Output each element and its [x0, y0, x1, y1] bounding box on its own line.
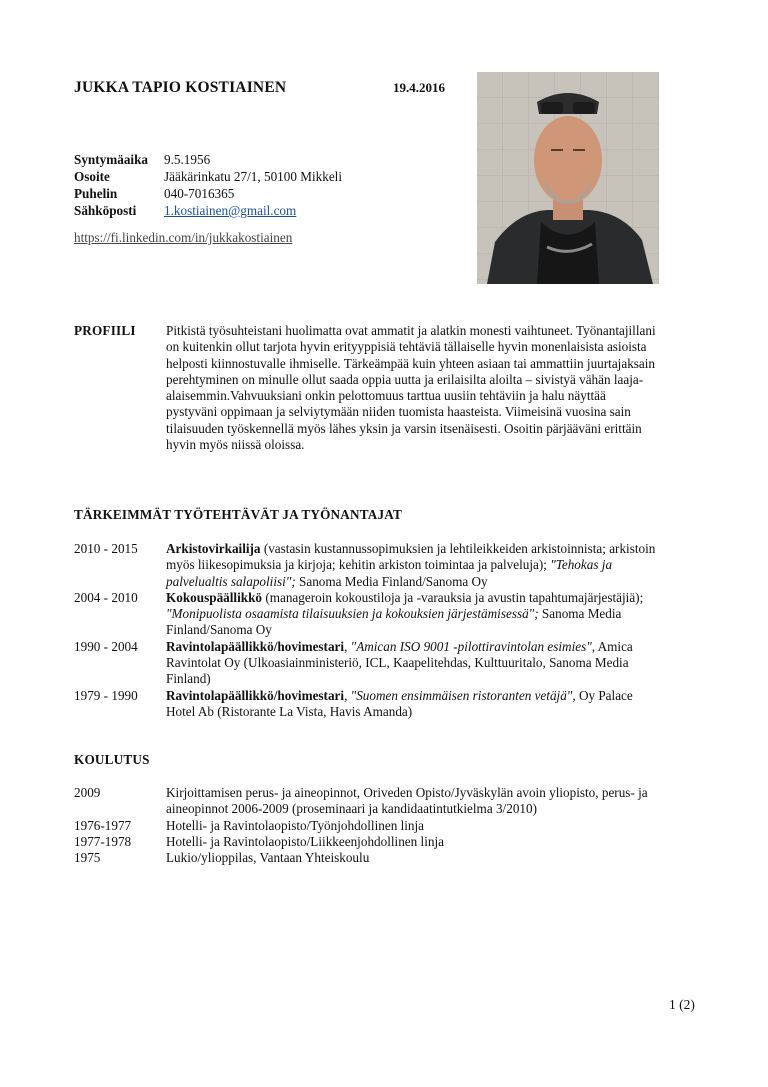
- address-row: [74, 168, 342, 185]
- work-text: [166, 639, 664, 688]
- work-list: [74, 541, 664, 720]
- phone-label: Puhelin: [74, 186, 118, 201]
- work-quote: "Amican ISO 9001 -pilottiravintolan esimies",: [347, 638, 596, 654]
- work-years: 1979 - 1990: [74, 687, 138, 703]
- education-text: Lukio/ylioppilas, Vantaan Yhteiskoulu: [166, 850, 370, 866]
- work-years: 2010 - 2015: [74, 541, 138, 556]
- work-quote: "Suomen ensimmäisen ristoranten vetäjä",: [347, 687, 576, 703]
- address-label: Osoite: [74, 169, 110, 184]
- education-item: [74, 834, 664, 850]
- education-item: [74, 850, 664, 866]
- address-value: Jääkärinkatu 27/1, 50100 Mikkeli: [164, 169, 342, 184]
- page-number: 1 (2): [669, 997, 695, 1012]
- work-quote: "Tehokas ja palvelualtis salapoliisi";: [166, 557, 613, 589]
- linkedin-link[interactable]: https://fi.linkedin.com/in/jukkakostiainen: [74, 230, 293, 245]
- work-text: [166, 590, 664, 639]
- work-years: 1990 - 2004: [74, 638, 138, 654]
- work-quote: "Monipuolista osaamista tilaisuuksien ja kokouksien järjestämisessä";: [166, 606, 539, 622]
- email-link[interactable]: 1.kostiainen@gmail.com: [164, 203, 297, 218]
- profile-heading: PROFIILI: [74, 323, 136, 338]
- birth-value: 9.5.1956: [164, 152, 211, 167]
- work-title: Arkistovirkailija: [166, 541, 261, 556]
- contact-info: [74, 151, 342, 219]
- portrait-photo: [477, 72, 659, 284]
- education-years: 1976-1977: [74, 817, 132, 833]
- work-item: [74, 688, 664, 721]
- education-years: 1975: [74, 850, 101, 866]
- education-text: Hotelli- ja Ravintolaopisto/Työnjohdollinen linja: [166, 817, 425, 833]
- work-desc: ,: [344, 687, 348, 703]
- work-years: 2004 - 2010: [74, 589, 138, 605]
- work-employer: Oy Palace Hotel Ab (Ristorante La Vista, Havis Amanda): [166, 687, 633, 719]
- work-text: [166, 541, 664, 590]
- email-row: [74, 202, 342, 219]
- work-desc: (vastasin kustannussopimuksien ja lehtileikkeiden arkistoinnista; arkistoin myös liikesopimuksia ja kirjoja; kehitin arkiston toimintaa ja palveluja);: [166, 541, 656, 573]
- education-years: 2009: [74, 785, 101, 800]
- education-list: [74, 785, 664, 866]
- work-employer: Sanoma Media Finland/Sanoma Oy: [166, 606, 622, 638]
- email-label: Sähköposti: [74, 203, 137, 218]
- cv-date: 19.4.2016: [393, 80, 445, 95]
- work-title: Ravintolapäällikkö/hovimestari: [166, 687, 345, 703]
- education-item: [74, 785, 664, 818]
- cv-name: JUKKA TAPIO KOSTIAINEN: [74, 79, 287, 96]
- education-years: 1977-1978: [74, 833, 132, 849]
- phone-value: 040-7016365: [164, 186, 235, 201]
- work-heading: TÄRKEIMMÄT TYÖTEHTÄVÄT JA TYÖNANTAJAT: [74, 507, 402, 522]
- profile-text: Pitkistä työsuhteistani huolimatta ovat ammatit ja alatkin monesti vaihtuneet. Työnantajillani on kuitenkin ollut tarjota hyvin erityyppisiä tehtäviä tällaiselle hyvin monenlaisista asioista helposti kiinnostuvalle ihmiselle. Tärkeämpää kuin yhteen asiaan tai ammattiin juurtajaksain perehtyminen on minulle ollut saada oppia uutta ja erilaisilta aloilta – sivistyä vähän laaja-alaisemmin.Vahvuuksiani onkin pelottomuus tarttua uusiin tehtäviin ja halu näyttää pystyväni oppimaan ja selviytymään niiden tuomista haasteista. Viimeisinä vuosina sain tilaisuuden työskennellä myös lähes yksin ja varsin itsenäisesti. Osoitin pärjääväni erittäin hyvin myös niissä oloissa.: [166, 323, 656, 453]
- education-heading: KOULUTUS: [74, 752, 150, 767]
- work-desc: (manageroin kokoustiloja ja -varauksia ja avustin tapahtumajärjestäjiä);: [262, 589, 644, 605]
- work-employer: Amica Ravintolat Oy (Ulkoasiainministeriö, ICL, Kaapelitehdas, Kulttuuritalo, Sanoma Media Finland): [166, 638, 633, 687]
- education-text: Kirjoittamisen perus- ja aineopinnot, Oriveden Opisto/Jyväskylän avoin yliopisto, perus- ja aineopinnot 2006-2009 (proseminaari ja kandidaatintutkielma 3/2010): [166, 785, 648, 817]
- work-item: [74, 541, 664, 590]
- work-desc: ,: [344, 638, 348, 654]
- work-text: [166, 688, 664, 721]
- birth-label: Syntymäaika: [74, 152, 149, 167]
- birth-row: [74, 151, 342, 168]
- work-title: Ravintolapäällikkö/hovimestari: [166, 638, 345, 654]
- work-employer: Sanoma Media Finland/Sanoma Oy: [295, 573, 488, 589]
- education-item: [74, 818, 664, 834]
- work-item: [74, 639, 664, 688]
- phone-row: [74, 185, 342, 202]
- work-title: Kokouspäällikkö: [166, 589, 263, 605]
- education-text: Hotelli- ja Ravintolaopisto/Liikkeenjohdollinen linja: [166, 833, 444, 849]
- work-item: [74, 590, 664, 639]
